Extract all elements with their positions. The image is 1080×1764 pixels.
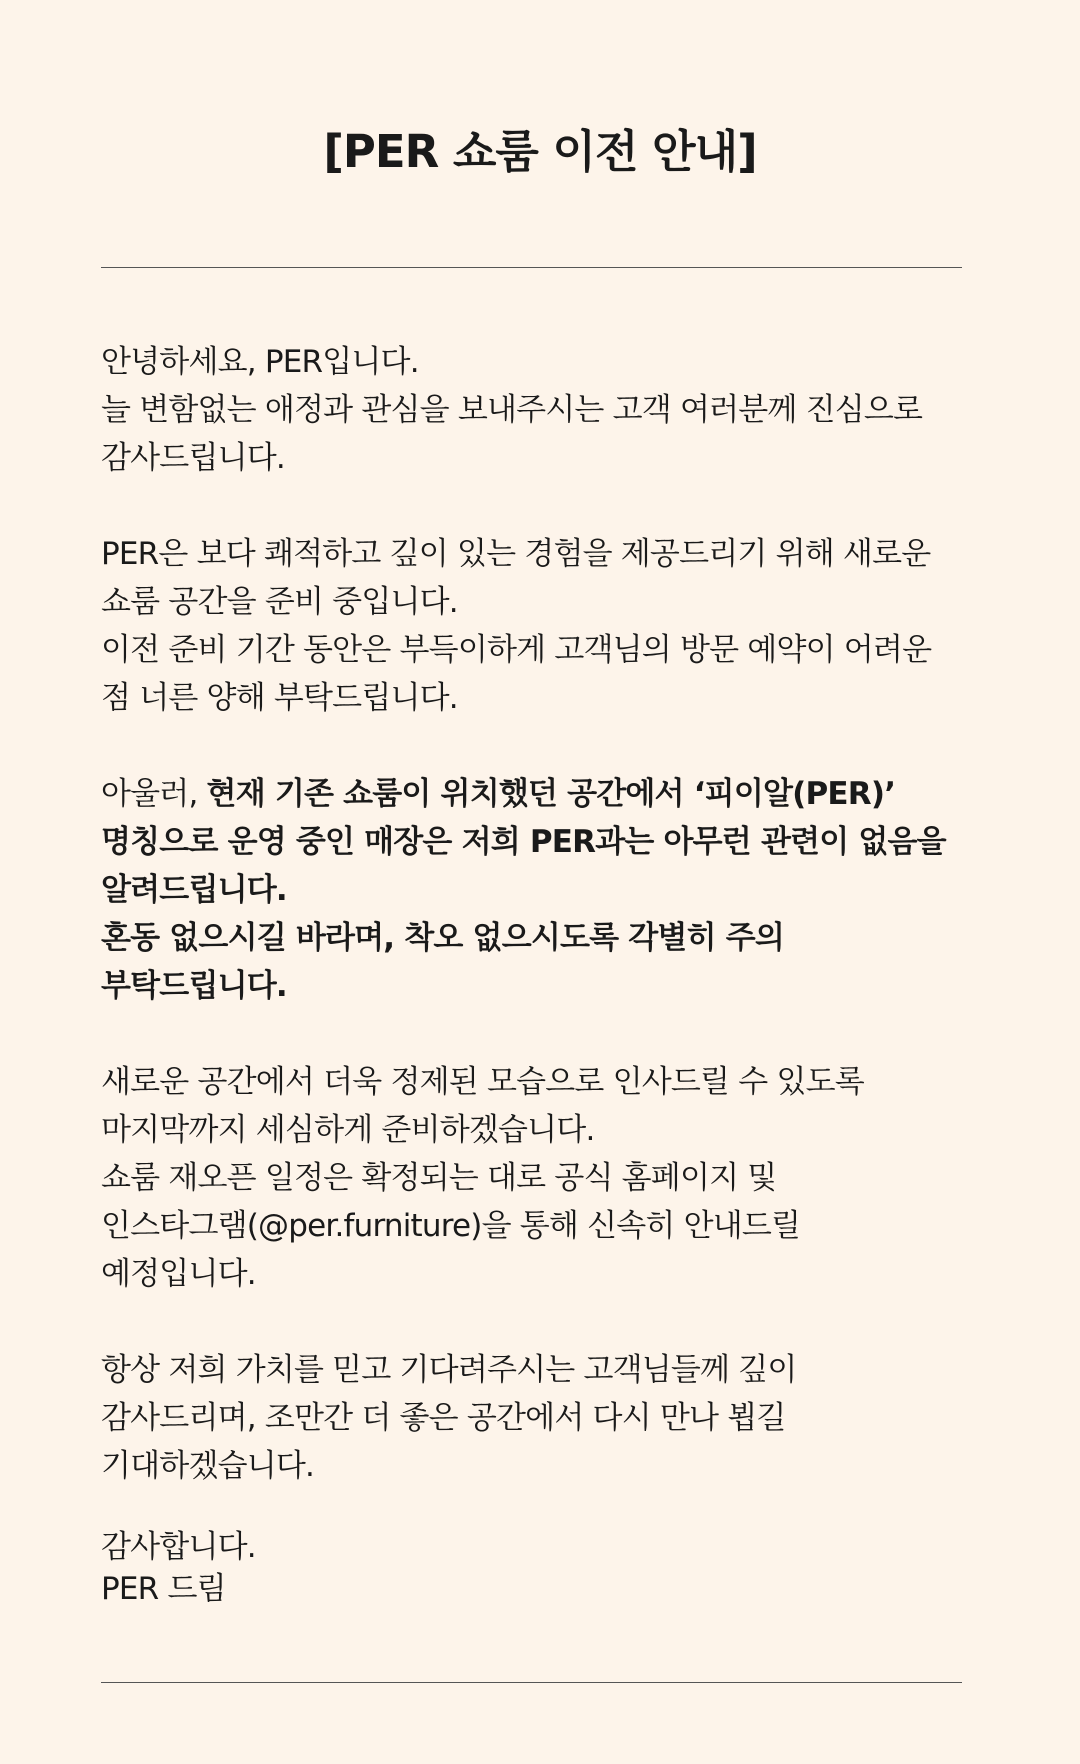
text-line: 이전 준비 기간 동안은 부득이하게 고객님의 방문 예약이 어려운 [101,632,932,668]
text-line: 쇼룸 공간을 준비 중입니다. [101,584,458,620]
warning-bold-line: 부탁드립니다. [101,968,287,1004]
thanks-paragraph [101,1346,981,1490]
closing-signature [101,1526,981,1610]
text-line: 새로운 공간에서 더욱 정제된 모습으로 인사드릴 수 있도록 [101,1064,864,1100]
signature-line: PER 드림 [101,1571,226,1607]
text-line: 예정입니다. [101,1256,256,1292]
text-line: 쇼룸 재오픈 일정은 확정되는 대로 공식 홈페이지 및 [101,1160,777,1196]
text-line: 마지막까지 세심하게 준비하겠습니다. [101,1112,595,1148]
reopen-paragraph [101,1058,981,1298]
warning-bold-line: 명칭으로 운영 중인 매장은 저희 PER과는 아무런 관련이 없음을 [101,824,946,860]
notice-body [101,338,981,1658]
bottom-divider [101,1682,962,1683]
warning-bold-line: 알려드립니다. [101,872,287,908]
warning-bold-line: 혼동 없으시길 바라며, 착오 없으시도록 각별히 주의 [101,920,784,956]
text-line: PER은 보다 쾌적하고 깊이 있는 경험을 제공드리기 위해 새로운 [101,536,931,572]
warning-paragraph [101,770,981,1010]
top-divider [101,267,962,268]
warning-bold-text: 현재 기존 쇼룸이 위치했던 공간에서 ‘피이알(PER)’ [206,776,896,812]
text-line: 항상 저희 가치를 믿고 기다려주시는 고객님들께 깊이 [101,1352,797,1388]
greeting-paragraph [101,338,981,482]
text-line: 점 너른 양해 부탁드립니다. [101,680,458,716]
closing-line: 감사합니다. [101,1529,256,1565]
notice-title: [PER 쇼룸 이전 안내] [323,125,757,178]
text-line: 기대하겠습니다. [101,1448,315,1484]
text-line: 감사드립니다. [101,440,285,476]
relocation-paragraph [101,530,981,722]
warning-lead-text: 아울러, [101,776,207,812]
text-line [101,770,981,818]
text-line: 감사드리며, 조만간 더 좋은 공간에서 다시 만나 뵙길 [101,1400,786,1436]
text-line: 늘 변함없는 애정과 관심을 보내주시는 고객 여러분께 진심으로 [101,392,923,428]
text-line: 안녕하세요, PER입니다. [101,344,419,380]
text-line: 인스타그램(@per.furniture)을 통해 신속히 안내드릴 [101,1208,801,1244]
